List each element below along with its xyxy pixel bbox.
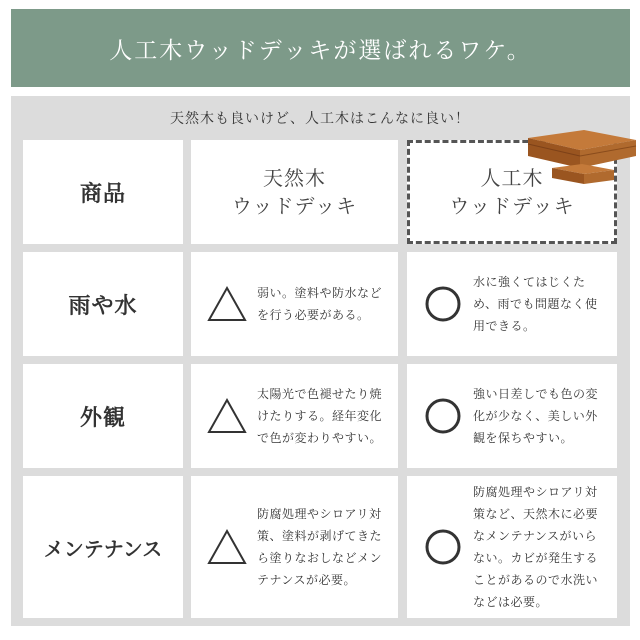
triangle-icon	[207, 396, 247, 436]
row-appearance-natural-text: 太陽光で色褪せたり焼けたりする。経年変化で色が変わりやすい。	[257, 387, 383, 445]
circle-icon	[423, 527, 463, 567]
row-rain-artificial-text: 水に強くてはじくため、雨でも問題なく使用できる。	[473, 275, 598, 333]
header-artificial-line2: ウッドデッキ	[449, 194, 575, 218]
row-label-maintenance: メンテナンス	[23, 476, 183, 618]
header-natural-line2: ウッドデッキ	[231, 194, 358, 218]
header-item-label: 商品	[79, 180, 126, 207]
header-natural-wood	[191, 140, 398, 244]
banner-title: 人工木ウッドデッキが選ばれるワケ。	[109, 37, 532, 64]
subtitle: 天然木も良いけど、人工木はこんなに良い！	[170, 111, 470, 127]
wood-deck-illustration	[522, 128, 638, 186]
row-rain-natural-text: 弱い。塗料や防水などを行う必要がある。	[257, 286, 383, 322]
row-label-appearance: 外観	[23, 364, 183, 468]
row-appearance-natural	[191, 364, 398, 468]
circle-icon	[423, 396, 463, 436]
row-rain-artificial	[407, 252, 617, 356]
row-rain-natural	[191, 252, 398, 356]
row-maintenance-natural-text: 防腐処理やシロアリ対策、塗料が剥げてきたら塗りなおしなどメンテナンスが必要。	[257, 507, 383, 587]
header-natural-line1: 天然木	[262, 166, 326, 190]
row-label-rain: 雨や水	[23, 252, 183, 356]
row-appearance-artificial	[407, 364, 617, 468]
header-artificial-line1: 人工木	[480, 166, 544, 190]
row-maintenance-artificial-text: 防腐処理やシロアリ対策など、天然木に必要なメンテナンスがいらない。カビが発生することがあるので水洗いなどは必要。	[473, 485, 599, 609]
row-maintenance-artificial	[407, 476, 617, 618]
row-maintenance-natural	[191, 476, 398, 618]
title-banner	[11, 9, 630, 87]
triangle-icon	[207, 284, 247, 324]
circle-icon	[423, 284, 463, 324]
header-item-cell	[23, 140, 183, 244]
row-appearance-artificial-text: 強い日差しでも色の変化が少なく、美しい外観を保ちやすい。	[473, 387, 599, 445]
triangle-icon	[207, 527, 247, 567]
